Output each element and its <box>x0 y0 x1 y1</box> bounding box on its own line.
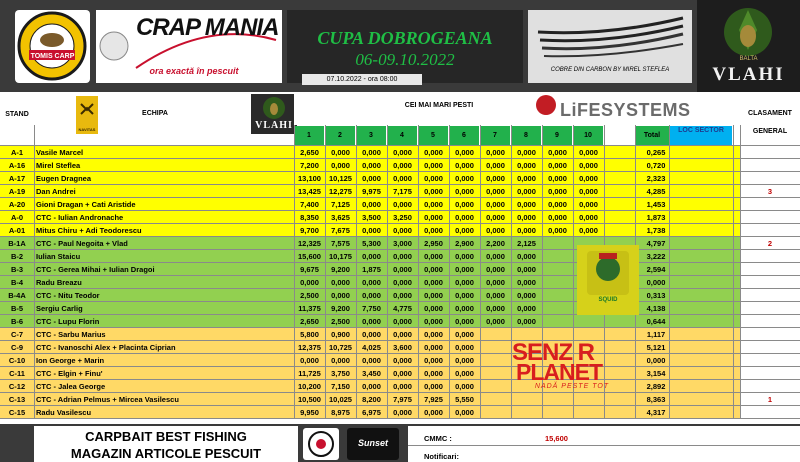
fish-weight-cell: 0,000 <box>393 200 412 209</box>
senzor-tagline: NADĂ PESTE TOT <box>534 383 610 390</box>
total-cell: 2,892 <box>646 382 666 391</box>
stand-cell: B-4 <box>10 278 24 287</box>
fish-weight-cell: 0,000 <box>424 226 443 235</box>
total-cell: 4,138 <box>646 304 666 313</box>
fish-weight-cell: 0,000 <box>579 174 598 183</box>
header-fish-10: 10 <box>573 126 603 145</box>
fish-weight-cell: 0,000 <box>362 382 381 391</box>
fish-weight-cell: 0,000 <box>548 226 567 235</box>
fish-weight-cell: 0,000 <box>393 291 412 300</box>
fish-weight-cell: 9,200 <box>331 265 350 274</box>
fish-weight-cell: 15,600 <box>298 252 321 261</box>
total-cell: 1,738 <box>646 226 666 235</box>
fish-weight-cell: 0,000 <box>331 278 350 287</box>
fish-weight-cell: 0,000 <box>455 148 474 157</box>
team-cell: Mitus Chiru + Adi Teodorescu <box>36 226 142 235</box>
team-cell: Ion George + Marin <box>36 356 105 365</box>
team-cell: CTC - Paul Negoita + Vlad <box>36 239 128 248</box>
fish-weight-cell: 8,200 <box>362 395 381 404</box>
fish-weight-cell: 0,000 <box>455 304 474 313</box>
stand-cell: C-12 <box>8 382 26 391</box>
fish-weight-cell: 0,000 <box>424 330 443 339</box>
fish-weight-cell: 2,650 <box>300 317 319 326</box>
fish-weight-cell: 0,000 <box>455 330 474 339</box>
fish-weight-cell: 0,000 <box>393 382 412 391</box>
fish-weight-cell: 4,025 <box>362 343 381 352</box>
senzor-text: SENZ R <box>512 339 595 366</box>
total-cell: 0,644 <box>646 317 666 326</box>
fish-weight-cell: 7,575 <box>331 239 350 248</box>
total-cell: 3,154 <box>646 369 666 378</box>
fish-weight-cell: 2,500 <box>331 317 350 326</box>
fish-weight-cell: 0,000 <box>424 343 443 352</box>
stand-cell: A-17 <box>8 174 26 183</box>
fish-weight-cell: 10,500 <box>298 395 321 404</box>
team-cell: Eugen Dragnea <box>36 174 92 183</box>
header-total: Total <box>635 126 669 145</box>
fish-weight-cell: 0,000 <box>486 278 505 287</box>
fish-weight-cell: 0,000 <box>393 226 412 235</box>
fish-weight-cell: 0,000 <box>362 161 381 170</box>
total-cell: 3,222 <box>646 252 666 261</box>
header-fish-9: 9 <box>542 126 572 145</box>
total-cell: 4,797 <box>646 239 666 248</box>
fish-weight-cell: 0,000 <box>424 148 443 157</box>
fish-weight-cell: 0,000 <box>517 213 536 222</box>
fish-weight-cell: 0,000 <box>424 304 443 313</box>
fish-weight-cell: 0,000 <box>486 200 505 209</box>
lifesystems-globe-icon <box>536 95 556 115</box>
carpbait-logo-icon <box>303 428 339 460</box>
fish-weight-cell: 0,000 <box>517 278 536 287</box>
fish-weight-cell: 0,000 <box>300 278 319 287</box>
fish-weight-cell: 0,900 <box>331 330 350 339</box>
fish-weight-cell: 0,000 <box>455 343 474 352</box>
stand-cell: C-9 <box>10 343 24 352</box>
fish-weight-cell: 0,000 <box>486 187 505 196</box>
header-fish-1: 1 <box>294 126 324 145</box>
fish-weight-cell: 0,000 <box>393 161 412 170</box>
fish-weight-cell: 10,125 <box>329 174 352 183</box>
fish-weight-cell: 0,000 <box>486 291 505 300</box>
fish-weight-cell: 0,000 <box>424 382 443 391</box>
fish-weight-cell: 0,000 <box>424 317 443 326</box>
event-info-box <box>287 10 523 83</box>
fish-weight-cell: 0,000 <box>424 265 443 274</box>
fish-weight-cell: 7,750 <box>362 304 381 313</box>
stand-cell: A-01 <box>8 226 26 235</box>
event-dates: 06-09.10.2022 <box>355 50 455 69</box>
fish-weight-cell: 7,975 <box>393 395 412 404</box>
fish-weight-cell: 0,000 <box>362 278 381 287</box>
header-cei-mai-mari: CEI MAI MARI PESTI <box>404 102 474 109</box>
cmmc-value: 15,600 <box>545 434 568 443</box>
total-cell: 0,000 <box>646 278 666 287</box>
fish-weight-cell: 5,300 <box>362 239 381 248</box>
fish-weight-cell: 5,550 <box>455 395 474 404</box>
stand-cell: B-6 <box>10 317 24 326</box>
fish-weight-cell: 0,000 <box>548 161 567 170</box>
stand-cell: A-0 <box>10 213 24 222</box>
fish-weight-cell: 0,000 <box>455 252 474 261</box>
carp-mania-tagline: ora exactă în pescuit <box>149 66 239 76</box>
header-fish-8: 8 <box>511 126 541 145</box>
fish-weight-cell: 10,200 <box>298 382 321 391</box>
solar-squid-bait-icon <box>577 245 639 315</box>
fish-weight-cell: 0,000 <box>455 265 474 274</box>
fish-weight-cell: 2,125 <box>517 239 536 248</box>
fish-weight-cell: 7,175 <box>393 187 412 196</box>
team-cell: CTC - Lupu Florin <box>36 317 100 326</box>
footer <box>0 424 800 462</box>
fish-weight-cell: 0,000 <box>486 161 505 170</box>
team-cell: Vasile Marcel <box>36 148 84 157</box>
fish-weight-cell: 4,775 <box>393 304 412 313</box>
fish-weight-cell: 0,000 <box>362 356 381 365</box>
navitas-text: NAVITAS <box>78 127 96 132</box>
footer-info-box <box>408 426 800 462</box>
header-fish-5: 5 <box>418 126 448 145</box>
header-biggest-fish-cell <box>294 92 691 125</box>
team-cell: CTC - Adrian Pelmus + Mircea Vasilescu <box>36 395 179 404</box>
fish-weight-cell: 0,000 <box>455 200 474 209</box>
fish-weight-cell: 2,900 <box>455 239 474 248</box>
fish-weight-cell: 0,000 <box>517 148 536 157</box>
fish-weight-cell: 3,000 <box>393 239 412 248</box>
stand-cell: A-20 <box>8 200 26 209</box>
planet-text: PLANET <box>516 359 602 385</box>
team-cell: CTC - Iulian Andronache <box>36 213 124 222</box>
fish-weight-cell: 9,675 <box>300 265 319 274</box>
fish-weight-cell: 0,000 <box>579 200 598 209</box>
header-echipa: ECHIPA <box>142 110 168 117</box>
fish-weight-cell: 7,925 <box>424 395 443 404</box>
fish-weight-cell: 0,000 <box>424 213 443 222</box>
fish-weight-cell: 9,200 <box>331 304 350 313</box>
fish-weight-cell: 0,000 <box>455 278 474 287</box>
fish-weight-cell: 11,375 <box>298 304 321 313</box>
total-cell: 1,453 <box>646 200 666 209</box>
team-cell: CTC - Elgin + Finu' <box>36 369 103 378</box>
stand-cell: C-7 <box>10 330 24 339</box>
rank-cell: 3 <box>767 187 773 196</box>
header-loc-sector: LOC SECTOR <box>670 126 732 145</box>
fish-weight-cell: 0,000 <box>362 317 381 326</box>
header-echipa-cell <box>35 92 293 145</box>
vlahi-balta-text: BALTA <box>739 56 758 62</box>
team-cell: CTC - Sarbu Marius <box>36 330 106 339</box>
stand-cell: A-1 <box>10 148 24 157</box>
fish-weight-cell: 0,000 <box>362 330 381 339</box>
stand-cell: B-4A <box>8 291 26 300</box>
team-cell: Iulian Staicu <box>36 252 81 261</box>
fish-weight-cell: 0,000 <box>517 291 536 300</box>
stand-cell: C-11 <box>9 369 25 378</box>
fish-weight-cell: 0,000 <box>486 174 505 183</box>
fish-weight-cell: 3,750 <box>331 369 350 378</box>
team-cell: Dan Andrei <box>36 187 76 196</box>
senzor-planet-ad <box>510 339 634 397</box>
header-general: GENERAL <box>752 128 788 135</box>
fish-weight-cell: 0,000 <box>393 174 412 183</box>
stand-cell: A-16 <box>8 161 26 170</box>
fish-weight-cell: 0,000 <box>393 265 412 274</box>
fish-weight-cell: 0,000 <box>548 148 567 157</box>
fish-weight-cell: 0,000 <box>393 408 412 417</box>
cmmc-label: CMMC : <box>424 434 452 443</box>
carbon-rods-ad <box>528 10 692 83</box>
fish-weight-cell: 0,000 <box>331 161 350 170</box>
fish-weight-cell: 0,000 <box>486 252 505 261</box>
rank-cell: 2 <box>767 239 773 248</box>
fish-weight-cell: 13,425 <box>298 187 321 196</box>
fish-weight-cell: 0,000 <box>455 369 474 378</box>
fish-weight-cell: 0,000 <box>424 187 443 196</box>
fish-weight-cell: 7,200 <box>300 161 319 170</box>
fish-weight-cell: 10,175 <box>329 252 352 261</box>
header-fish-7: 7 <box>480 126 510 145</box>
rank-cell: 1 <box>767 395 773 404</box>
fish-weight-cell: 9,700 <box>300 226 319 235</box>
rods-caption: COBRE DIN CARBON BY MIREL STEFLEA <box>550 67 670 73</box>
fish-weight-cell: 8,350 <box>300 213 319 222</box>
fish-weight-cell: 0,000 <box>517 317 536 326</box>
stand-cell: B-1A <box>8 239 26 248</box>
team-cell: CTC - Nitu Teodor <box>36 291 100 300</box>
fish-weight-cell: 0,000 <box>579 161 598 170</box>
fish-weight-cell: 0,000 <box>424 291 443 300</box>
fish-weight-cell: 9,975 <box>362 187 381 196</box>
fish-weight-cell: 0,000 <box>486 317 505 326</box>
fish-weight-cell: 3,250 <box>393 213 412 222</box>
fish-weight-cell: 12,325 <box>298 239 321 248</box>
fish-weight-cell: 0,000 <box>579 226 598 235</box>
fish-weight-cell: 0,000 <box>455 187 474 196</box>
total-cell: 0,720 <box>646 161 666 170</box>
fish-weight-cell: 9,950 <box>300 408 319 417</box>
fish-weight-cell: 0,000 <box>486 226 505 235</box>
fish-weight-cell: 7,675 <box>331 226 350 235</box>
fish-weight-cell: 0,000 <box>362 226 381 235</box>
header-fish-2: 2 <box>325 126 355 145</box>
fish-weight-cell: 0,000 <box>424 408 443 417</box>
fish-weight-cell: 0,000 <box>424 369 443 378</box>
fish-weight-cell: 0,000 <box>362 291 381 300</box>
fish-weight-cell: 0,000 <box>486 265 505 274</box>
team-cell: Radu Vasilescu <box>36 408 92 417</box>
fish-weight-cell: 0,000 <box>455 226 474 235</box>
stand-cell: C-10 <box>8 356 26 365</box>
fish-weight-cell: 3,450 <box>362 369 381 378</box>
team-cell: Gioni Dragan + Cati Aristide <box>36 200 136 209</box>
fish-weight-cell: 0,000 <box>393 148 412 157</box>
total-cell: 4,317 <box>646 408 666 417</box>
fish-weight-cell: 12,375 <box>298 343 321 352</box>
fish-weight-cell: 2,500 <box>300 291 319 300</box>
footer-line-2: MAGAZIN ARTICOLE PESCUIT <box>70 446 262 461</box>
balta-vlahi-logo-icon <box>697 0 800 92</box>
fish-weight-cell: 0,000 <box>455 174 474 183</box>
fish-weight-cell: 0,000 <box>424 161 443 170</box>
sunset-logo-icon <box>347 428 399 460</box>
fish-weight-cell: 0,000 <box>455 382 474 391</box>
fish-weight-cell: 0,000 <box>393 252 412 261</box>
fish-weight-cell: 0,000 <box>424 278 443 287</box>
header-fish-6: 6 <box>449 126 479 145</box>
team-cell: CTC - Jalea George <box>36 382 106 391</box>
fish-weight-cell: 1,875 <box>362 265 381 274</box>
fish-weight-cell: 0,000 <box>455 291 474 300</box>
solar-squid-label: SQUID <box>598 297 618 303</box>
total-cell: 2,594 <box>646 265 666 274</box>
fish-weight-cell: 0,000 <box>548 213 567 222</box>
fish-weight-cell: 0,000 <box>548 200 567 209</box>
fish-weight-cell: 0,000 <box>455 356 474 365</box>
fish-weight-cell: 7,125 <box>331 200 350 209</box>
header-clasament-cell <box>740 92 800 145</box>
total-cell: 0,000 <box>646 356 666 365</box>
fish-weight-cell: 7,400 <box>300 200 319 209</box>
fish-weight-cell: 6,975 <box>362 408 381 417</box>
total-cell: 2,323 <box>646 174 666 183</box>
fish-weight-cell: 0,000 <box>517 265 536 274</box>
header-clasament: CLASAMENT <box>748 110 792 117</box>
fish-weight-cell: 0,000 <box>300 356 319 365</box>
vlahi-small-logo-icon <box>251 94 297 134</box>
lifesystems-logo: LiFESYSTEMS <box>560 100 691 120</box>
fish-weight-cell: 0,000 <box>424 174 443 183</box>
carp-mania-logo-icon <box>96 10 282 83</box>
fish-weight-cell: 3,600 <box>393 343 412 352</box>
header-stand: STAND <box>0 92 34 145</box>
fish-weight-cell: 3,500 <box>362 213 381 222</box>
event-title: CUPA DOBROGEANA <box>317 28 493 48</box>
total-cell: 0,313 <box>646 291 666 300</box>
fish-weight-cell: 0,000 <box>362 200 381 209</box>
fish-weight-cell: 0,000 <box>579 148 598 157</box>
fish-weight-cell: 0,000 <box>517 304 536 313</box>
stand-cell: C-13 <box>8 395 26 404</box>
header-fish-4: 4 <box>387 126 417 145</box>
fish-weight-cell: 0,000 <box>455 213 474 222</box>
team-cell: Sergiu Carlig <box>36 304 83 313</box>
fish-weight-cell: 0,000 <box>331 291 350 300</box>
standings-table <box>0 92 800 424</box>
total-cell: 8,363 <box>646 395 666 404</box>
fish-weight-cell: 0,000 <box>517 187 536 196</box>
fish-weight-cell: 0,000 <box>393 369 412 378</box>
team-cell: Mirel Steflea <box>36 161 81 170</box>
team-cell: CTC - Ivanoschi Alex + Placinta Ciprian <box>36 343 176 352</box>
stand-cell: B-5 <box>10 304 24 313</box>
total-cell: 1,117 <box>646 330 666 339</box>
total-cell: 0,265 <box>646 148 666 157</box>
event-start-time: 07.10.2022 - ora 08:00 <box>302 74 422 85</box>
fish-weight-cell: 5,800 <box>300 330 319 339</box>
fish-weight-cell: 0,000 <box>548 187 567 196</box>
fish-weight-cell: 0,000 <box>393 317 412 326</box>
fish-weight-cell: 0,000 <box>362 148 381 157</box>
fish-weight-cell: 2,200 <box>486 239 505 248</box>
fish-weight-cell: 7,150 <box>331 382 350 391</box>
fish-weight-cell: 13,100 <box>298 174 321 183</box>
sunset-logo-text: Sunset <box>357 438 388 448</box>
notificari-label: Notificari: <box>424 452 460 461</box>
fish-weight-cell: 0,000 <box>424 356 443 365</box>
fish-weight-cell: 0,000 <box>455 317 474 326</box>
fish-weight-cell: 10,725 <box>329 343 352 352</box>
fish-weight-cell: 0,000 <box>393 356 412 365</box>
carpbait-store-banner <box>34 426 298 462</box>
fish-weight-cell: 2,650 <box>300 148 319 157</box>
fish-weight-cell: 0,000 <box>517 161 536 170</box>
total-cell: 5,121 <box>646 343 666 352</box>
fish-weight-cell: 0,000 <box>579 187 598 196</box>
fish-weight-cell: 0,000 <box>486 148 505 157</box>
fish-weight-cell: 2,950 <box>424 239 443 248</box>
stand-cell: A-19 <box>8 187 26 196</box>
team-cell: CTC - Gerea Mihai + Iulian Dragoi <box>36 265 155 274</box>
stand-cell: C-15 <box>8 408 26 417</box>
fish-weight-cell: 10,025 <box>329 395 352 404</box>
fish-weight-cell: 0,000 <box>579 213 598 222</box>
fish-weight-cell: 0,000 <box>331 148 350 157</box>
tomis-carp-club-logo-icon <box>15 10 90 83</box>
fish-weight-cell: 8,975 <box>331 408 350 417</box>
fish-weight-cell: 0,000 <box>455 161 474 170</box>
vlahi-name-text: VLAHI <box>712 64 785 85</box>
fish-weight-cell: 0,000 <box>548 174 567 183</box>
stand-cell: B-2 <box>10 252 24 261</box>
fish-weight-cell: 0,000 <box>362 252 381 261</box>
tomis-carp-text: TOMIS CARP <box>30 53 75 60</box>
vlahi-small-name: VLAHI <box>255 120 293 131</box>
fish-weight-cell: 0,000 <box>455 408 474 417</box>
fish-weight-cell: 0,000 <box>424 252 443 261</box>
fish-weight-cell: 0,000 <box>486 304 505 313</box>
fish-weight-cell: 0,000 <box>517 174 536 183</box>
team-cell: Radu Breazu <box>36 278 82 287</box>
event-banner <box>0 0 800 92</box>
fish-weight-cell: 0,000 <box>486 213 505 222</box>
fish-weight-cell: 0,000 <box>424 200 443 209</box>
fish-weight-cell: 0,000 <box>517 226 536 235</box>
fish-weight-cell: 3,625 <box>331 213 350 222</box>
fish-weight-cell: 0,000 <box>393 330 412 339</box>
stand-cell: B-3 <box>10 265 24 274</box>
fish-weight-cell: 0,000 <box>331 356 350 365</box>
fish-weight-cell: 0,000 <box>517 252 536 261</box>
footer-line-1: CARPBAIT BEST FISHING <box>85 429 247 444</box>
total-cell: 1,873 <box>646 213 666 222</box>
fish-weight-cell: 12,275 <box>329 187 352 196</box>
fish-weight-cell: 0,000 <box>362 174 381 183</box>
total-cell: 4,285 <box>646 187 666 196</box>
header-fish-3: 3 <box>356 126 386 145</box>
carp-mania-logo-text: CRAP MANIA <box>136 14 279 41</box>
fish-weight-cell: 11,725 <box>298 369 321 378</box>
info-divider <box>408 445 800 446</box>
fish-weight-cell: 0,000 <box>393 278 412 287</box>
fish-weight-cell: 0,000 <box>517 200 536 209</box>
